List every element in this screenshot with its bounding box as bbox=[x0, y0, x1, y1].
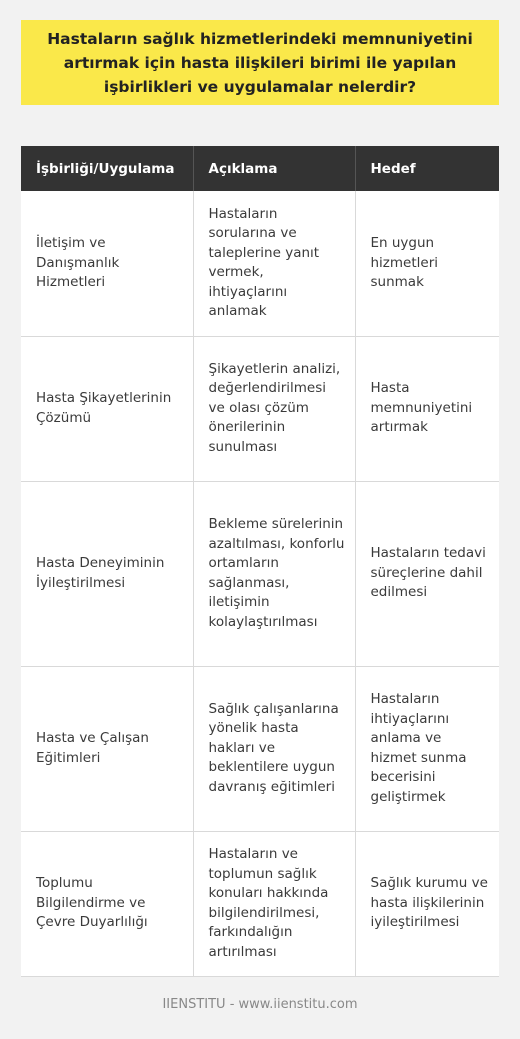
footer-credit: IIENSTITU - www.iienstitu.com bbox=[162, 997, 358, 1012]
table-row bbox=[21, 666, 499, 831]
header-isbirligi: İşbirliği/Uygulama bbox=[21, 146, 193, 191]
cell-description: Şikayetlerin analizi, değerlendirilmesi ve olası çözüm önerilerinin sunulması bbox=[193, 336, 355, 481]
cell-description: Bekleme sürelerinin azaltılması, konforlu ortamların sağlanması, iletişimin kolaylaştırılması bbox=[193, 481, 355, 666]
table-row bbox=[21, 191, 499, 336]
cell-goal: Hastaların tedavi süreçlerine dahil edilmesi bbox=[355, 481, 499, 666]
table-row bbox=[21, 831, 499, 976]
cell-practice: Hasta Şikayetlerinin Çözümü bbox=[21, 336, 193, 481]
cell-practice: Hasta Deneyiminin İyileştirilmesi bbox=[21, 481, 193, 666]
page-title: Hastaların sağlık hizmetlerindeki memnuniyetini artırmak için hasta ilişkileri birimi ile yapılan işbirlikleri ve uygulamalar nelerdir? bbox=[47, 29, 473, 96]
cell-goal: En uygun hizmetleri sunmak bbox=[355, 191, 499, 336]
table-row bbox=[21, 481, 499, 666]
table-header-row bbox=[21, 146, 499, 191]
cell-practice: Hasta ve Çalışan Eğitimleri bbox=[21, 666, 193, 831]
cell-description: Sağlık çalışanlarına yönelik hasta hakları ve beklentilere uygun davranış eğitimleri bbox=[193, 666, 355, 831]
cell-goal: Hastaların ihtiyaçlarını anlama ve hizmet sunma becerisini geliştirmek bbox=[355, 666, 499, 831]
header-hedef: Hedef bbox=[355, 146, 499, 191]
cell-description: Hastaların sorularına ve taleplerine yanıt vermek, ihtiyaçlarını anlamak bbox=[193, 191, 355, 336]
info-table bbox=[21, 146, 499, 977]
table-row bbox=[21, 336, 499, 481]
cell-goal: Sağlık kurumu ve hasta ilişkilerinin iyileştirilmesi bbox=[355, 831, 499, 976]
cell-description: Hastaların ve toplumun sağlık konuları hakkında bilgilendirilmesi, farkındalığın artırılması bbox=[193, 831, 355, 976]
header-aciklama: Açıklama bbox=[193, 146, 355, 191]
cell-practice: İletişim ve Danışmanlık Hizmetleri bbox=[21, 191, 193, 336]
cell-practice: Toplumu Bilgilendirme ve Çevre Duyarlılığı bbox=[21, 831, 193, 976]
title-banner bbox=[21, 20, 499, 105]
cell-goal: Hasta memnuniyetini artırmak bbox=[355, 336, 499, 481]
